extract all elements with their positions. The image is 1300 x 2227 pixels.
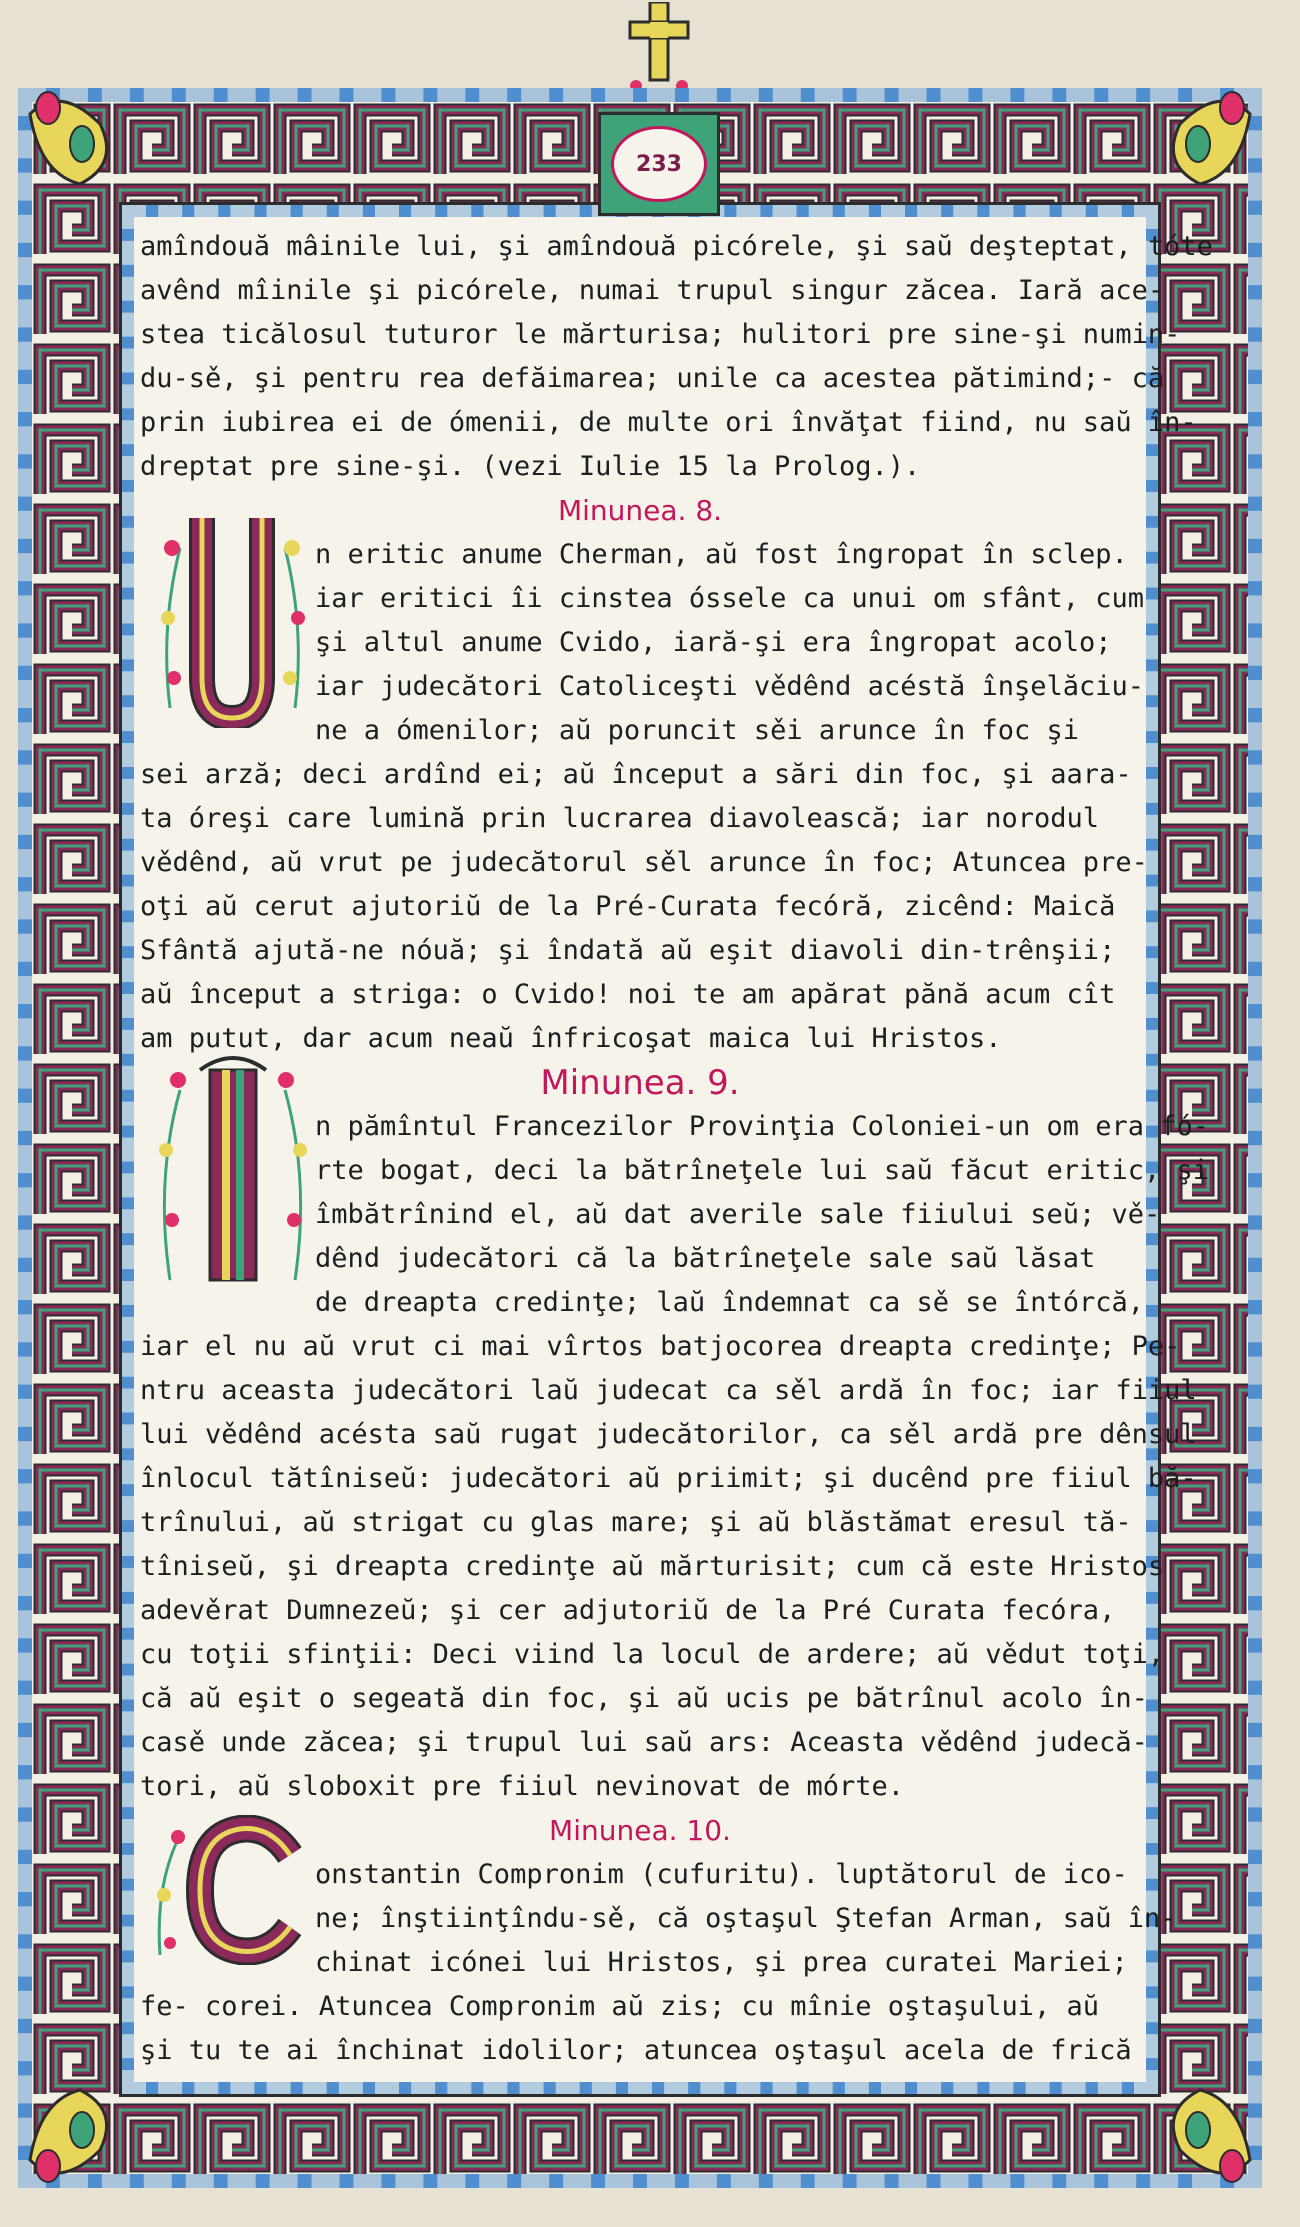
heading-miracle-10: Minunea. 10. [549,1814,731,1847]
text-line: am putut, dar acum neaŭ înfricoşat maica lui Hristos. [140,1023,1002,1054]
text-line: rte bogat, deci la bătrîneţele lui saŭ făcut eritic, şi [315,1155,1210,1186]
heading-miracle-8: Minunea. 8. [557,494,723,527]
text-line: prin iubirea ei de ómenii, de multe ori învăţat fiind, nu saŭ în- [140,407,1197,438]
illuminated-initial-c-icon [150,1815,315,1965]
text-line: dreptat pre sine-şi. (vezi Iulie 15 la Prolog.). [140,451,921,482]
page-number-medallion [598,112,720,216]
text-line: n pămîntul Francezilor Provinţia Coloniei-un om era fó- [315,1111,1210,1142]
corner-ornament-top-left [20,84,130,194]
text-line: ta óreşi care lumină prin lucrarea diavolească; iar norodul [140,803,1100,834]
text-line: tori, aŭ sloboxit pre fiiul nevinovat de mórte. [140,1771,905,1802]
text-line: trînului, aŭ strigat cu glas mare; şi aŭ blăstămat eresul tă- [140,1507,1132,1538]
text-line: tîniseŭ, şi dreapta credinţe aŭ mărturisit; cum că este Hristos [140,1551,1165,1582]
text-line: lui vědênd acésta saŭ rugat judecătorilor, ca sěl ardă pre dênsul [140,1419,1197,1450]
text-line: iar el nu aŭ vrut ci mai vîrtos batjocorea dreapta credinţe; Pe- [140,1331,1181,1362]
text-line: aŭ început a striga: o Cvido! noi te am apărat pănă acum cît [140,979,1116,1010]
corner-ornament-bottom-right [1150,2080,1260,2190]
text-line: avênd mîinile şi picórele, numai trupul singur zăcea. Iară ace- [140,275,1165,306]
text-line: vědênd, aŭ vrut pe judecătorul sěl arunce în foc; Atuncea pre- [140,847,1148,878]
text-line: adevěrat Dumnezeŭ; şi cer adjutoriŭ de la Pré Curata fecóra, [140,1595,1116,1626]
text-line: du-sě, şi pentru rea defăimarea; unile ca acestea pătimind;- că [140,363,1165,394]
text-line: ne a ómenilor; aŭ poruncit sěi arunce în foc şi [315,715,1080,746]
text-line: înlocul tătîniseŭ: judecători aŭ priimit; şi ducênd pre fiiul bă- [140,1463,1197,1494]
cross-ornament [626,2,692,92]
text-line: că aŭ eşit o segeată din foc, şi aŭ ucis pe bătrînul acolo în- [140,1683,1148,1714]
text-line: casě unde zăcea; şi trupul lui saŭ ars: Aceasta vědênd judecă- [140,1727,1148,1758]
text-line: iar eritici îi cinstea óssele ca unui om sfânt, cum [315,583,1145,614]
text-line: de dreapta credinţe; laŭ îndemnat ca sě se întórcă, [315,1287,1145,1318]
text-line: ntru aceasta judecători laŭ judecat ca sěl ardă în foc; iar fiiul [140,1375,1197,1406]
text-line: amîndouă mâinile lui, şi amîndouă picórele, şi saŭ deşteptat, tóte [140,231,1213,262]
text-line: n eritic anume Cherman, aŭ fost îngropat în sclep. [315,539,1128,570]
text-line: fe- corei. Atuncea Compronim aŭ zis; cu mînie oştaşului, aŭ [140,1991,1100,2022]
text-line: chinat icónei lui Hristos, şi prea curatei Mariei; [315,1947,1128,1978]
illuminated-initial-u-icon [150,508,315,728]
text-line: îmbătrînind el, aŭ dat averile sale fiiului seŭ; vě- [315,1199,1161,1230]
text-line: şi tu te ai închinat idolilor; atuncea oştaşul acela de frică [140,2035,1132,2066]
illuminated-initial-i-icon [150,1050,315,1290]
text-line: dênd judecători că la bătrîneţele sale saŭ lăsat [315,1243,1096,1274]
text-line: sei arză; deci ardînd ei; aŭ început a sări din foc, şi aara- [140,759,1132,790]
corner-ornament-top-right [1150,84,1260,194]
text-line: cu toţii sfinţii: Deci viind la locul de ardere; aŭ vědut toţi, [140,1639,1165,1670]
page-number: 233 [611,126,707,202]
text-line: iar judecători Catoliceşti vědênd acéstă înşelăciu- [315,671,1145,702]
text-line: ne; înştiinţîndu-sě, că oştaşul Ştefan Arman, saŭ în- [315,1903,1177,1934]
heading-miracle-9: Minunea. 9. [540,1063,740,1103]
text-line: oţi aŭ cerut ajutoriŭ de la Pré-Curata fecóră, zicênd: Maică [140,891,1116,922]
text-line: şi altul anume Cvido, iară-şi era îngropat acolo; [315,627,1112,658]
corner-ornament-bottom-left [20,2080,130,2190]
text-line: stea ticălosul tuturor le mărturisa; hulitori pre sine-şi numin- [140,319,1181,350]
text-line: Sfântă ajută-ne nóuă; şi îndată aŭ eşit diavoli din-trênşii; [140,935,1116,966]
text-line: onstantin Compronim (cufuritu). luptătorul de ico- [315,1859,1128,1890]
